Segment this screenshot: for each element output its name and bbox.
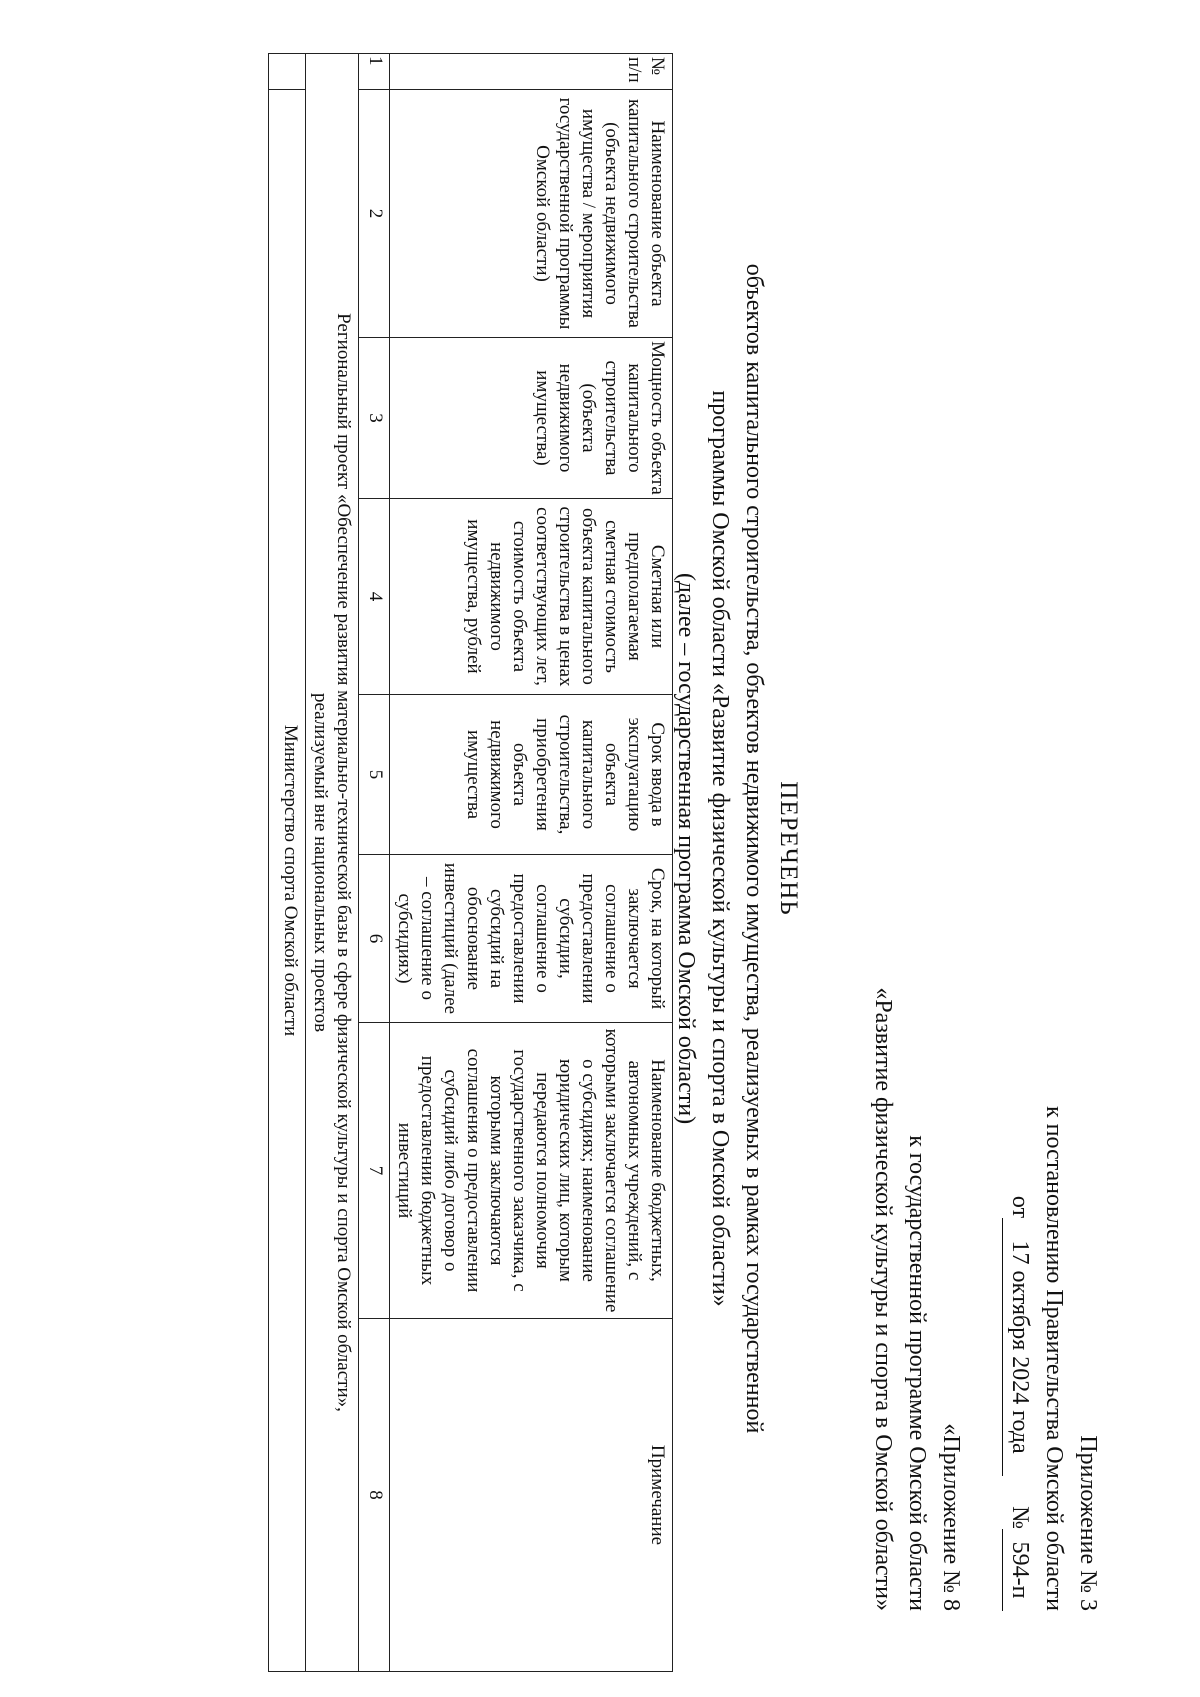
column-number: 8: [359, 1319, 390, 1672]
header-cell: Наименование бюджетных, автономных учреждений, с которыми заключается соглашение о субсидиях; наименование юридических лиц, которым передаются полномочия государственного заказчика, с которыми заключаются соглашения о предоставлении субсидий либо договор о предоставлении бюджетных инвестиций: [390, 1023, 673, 1319]
from-label: от: [1007, 1195, 1033, 1219]
header-cell: № п/п: [390, 54, 673, 90]
table-header-row: [390, 54, 673, 1672]
column-number: 7: [359, 1023, 390, 1319]
column-number-row: [359, 54, 390, 1672]
column-number: 6: [359, 855, 390, 1023]
resolution-date-line: [1002, 1106, 1037, 1611]
document-heading: [669, 0, 805, 1697]
program-appendix-number: «Приложение № 8: [938, 1423, 964, 1611]
resolution-number: 594-п: [1002, 1529, 1037, 1611]
ministry-row: [269, 54, 306, 1672]
program-appendix-to: к государственной программе Омской области: [904, 1135, 930, 1611]
column-number: 2: [359, 90, 390, 338]
heading-line-3: (далее – государственная программа Омской области): [673, 572, 699, 1125]
regional-project-line-1: Региональный проект «Обеспечение развития материально-технической базы в сфере физической культуры и спорта Омской области»,: [333, 313, 354, 1412]
regional-project-line-2: реализуемый вне национальных проектов: [310, 692, 331, 1033]
resolution-date: 17 октября 2024 года: [1002, 1218, 1037, 1476]
column-number: 1: [359, 54, 390, 90]
appendix-to-resolution: к постановлению Правительства Омской области: [1041, 1105, 1067, 1611]
heading-line-1: объектов капитального строительства, объектов недвижимого имущества, реализуемых в рамках государственной: [741, 263, 767, 1434]
heading-line-2: программы Омской области «Развитие физической культуры и спорта в Омской области»: [707, 390, 733, 1307]
column-number: 4: [359, 499, 390, 695]
objects-table: [268, 53, 673, 1672]
header-cell: Срок, на который заключается соглашение о предоставлении субсидии, соглашение о предоставлении субсидий на обоснование инвестиций (далее – соглашение о субсидиях): [390, 855, 673, 1023]
header-cell: Наименование объекта капитального строительства (объекта недвижимого имущества / мероприятия государственной программы Омской области): [390, 90, 673, 338]
appendix-header: [1002, 1106, 1105, 1611]
header-cell: Примечание: [390, 1319, 673, 1672]
program-appendix-name: «Развитие физической культуры и спорта в Омской области»: [870, 987, 896, 1611]
header-cell: Сметная или предполагаемая сметная стоимость объекта капитального строительства в ценах соответствующих лет, стоимость объекта недвижимого имущества, рублей: [390, 499, 673, 695]
appendix-number: Приложение № 3: [1075, 1435, 1101, 1611]
ministry-name: Министерство спорта Омской области: [269, 90, 306, 1672]
number-label: №: [1007, 1506, 1033, 1529]
document-title: ПЕРЕЧЕНЬ: [775, 781, 802, 916]
header-cell: Мощность объекта капитального строительства (объекта недвижимого имущества): [390, 338, 673, 499]
regional-project-row: [306, 54, 359, 1672]
program-appendix-header: [866, 987, 968, 1611]
column-number: 5: [359, 695, 390, 855]
column-number: 3: [359, 338, 390, 499]
header-cell: Срок ввода в эксплуатацию объекта капитального строительства, приобретения объекта недвижимого имущества: [390, 695, 673, 855]
